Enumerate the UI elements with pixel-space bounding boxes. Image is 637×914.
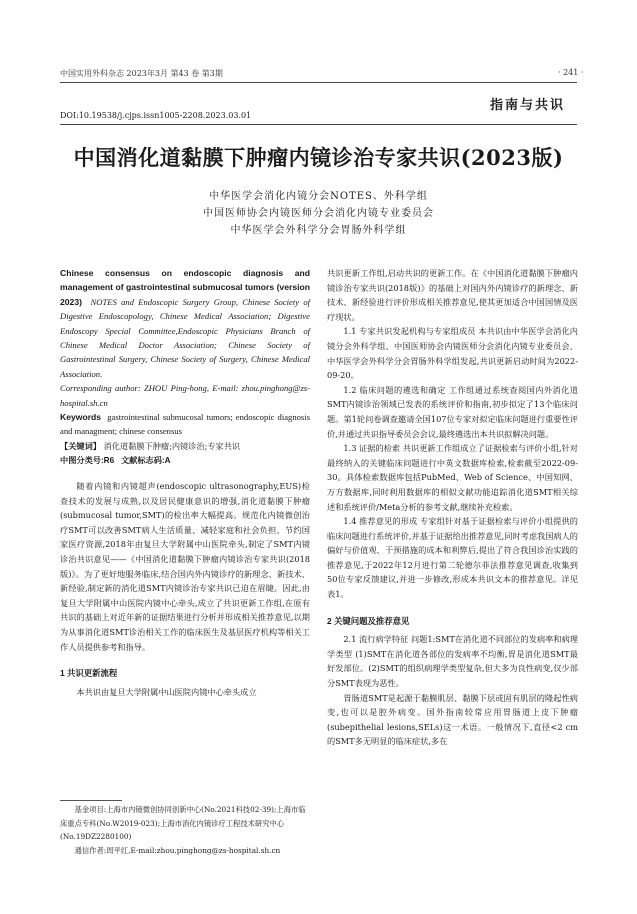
footnotes — [60, 803, 310, 857]
paragraph-2-1: 2.1 流行病学特征 问题1:SMT在消化道不同部位的发病率和病理学类型 (1)SMT在消化道各部位的发病率不均衡,胃是消化道SMT最好发部位。(2)SMT的组织病理学类型复杂,但大多为良性病变,仅少部分SMT表现为恶性。 — [327, 634, 578, 689]
right-column — [327, 266, 578, 749]
doi-rule — [60, 124, 577, 125]
paragraph-1-1: 1.1 专家共识发起机构与专家组成员 本共识由中华医学会消化内镜分会外科学组、中国医师协会内镜医师分会消化内镜专业委员会、中华医学会外科学分会胃肠外科学组发起,共识更新启动时间为2022-09-20。 — [327, 326, 578, 381]
corresponding-author: Corresponding author: ZHOU Ping-hong, E-mail: zhou.pinghong@zs-hospital.sh.cn — [60, 383, 310, 408]
paragraph-2-2: 胃肠道SMT是起源于黏膜肌层、黏膜下层或固有肌层的隆起性病变,也可以是腔外病变。国外指南较常应用胃肠道上皮下肿瘤(subepithelial lesions,SELs)这一术语。一般情况下,直径<2 cm的SMT多无明显的临床症状,多在 — [327, 692, 578, 747]
author-line: 中国医师协会内镜医师分会消化内镜专业委员会 — [203, 208, 434, 219]
paragraph-1-2: 1.2 临床问题的遴选和确定 工作组通过系统查阅国内外消化道SMT内镜诊治领域已发表的系统评价和指南,初步拟定了13个临床问题。第1轮问卷调查邀请全国107位专家对拟定临床问题进行重要性评价,并通过共识指导委员会会议,最终遴选出本共识拟解决问题。 — [327, 384, 578, 439]
doc-code-label: 文献标志码: — [120, 456, 165, 466]
english-title: Chinese consensus on endoscopic diagnosis and management of gastrointestinal submucosal tumors (version 2023) — [60, 268, 310, 307]
section-1-heading: 1 共识更新流程 — [60, 668, 118, 679]
doc-code-value: A — [164, 456, 171, 466]
section-2-heading: 2 关键问题及推荐意见 — [327, 615, 410, 626]
keywords-label: Keywords — [60, 412, 102, 423]
english-affiliations: NOTES and Endoscopic Surgery Group, Chinese Society of Digestive Endoscopology, Chinese Medical Association; Digestive Endoscopy Special Committee,Endoscopic Physicians Branch of Chinese Medical Doctor Association; Chinese Society of Gastrointestinal Surgery, Chinese Society of Surgery, Chinese Medical Association. — [60, 296, 310, 379]
classification — [60, 454, 310, 469]
page-number: · 241 · — [558, 68, 584, 77]
author-line: 中华医学会外科学分会胃肠外科学组 — [230, 225, 407, 236]
keywords-text: gastrointestinal submucosal tumors; endoscopic diagnosis and managment; chinese consensus — [60, 412, 311, 437]
english-abstract — [60, 266, 310, 439]
journal-info: 中国实用外科杂志 2023年3月 第43 卷 第3期 — [60, 69, 223, 78]
section-1-text: 本共识由复旦大学附属中山医院内镜中心牵头成立 — [76, 686, 257, 697]
paragraph-1-4: 1.4 推荐意见的形成 专家组针对基于证据检索与评价小组提供的临床问题进行系统评价,并基于证据给出推荐意见,同时考虑我国病人的偏好与价值观、干预措施的成本和利弊后,提出了符合我国诊治实践的推荐意见,于2022年12月进行第二轮德尔菲法推荐意见调查,收集到50位专家反馈建议,并进一步修改,形成本共识文本的推荐意见。详见表1。 — [327, 516, 578, 600]
section-tag: 指南与共识 — [490, 98, 566, 113]
left-column — [60, 266, 310, 699]
funding-note: 基金项目:上海市内镜微创协同创新中心(No.2021科技02-39);上海市临床重点专科(No.W2019-023);上海市消化内镜诊疗工程技术研究中心(No.19DZ2280100) — [60, 805, 306, 842]
clc-value: R6 — [103, 456, 115, 466]
footnote-rule — [60, 800, 122, 801]
author-list — [0, 188, 637, 239]
paragraph-1-3: 1.3 证据的检索 共识更新工作组成立了证据检索与评价小组,针对最终纳入的关键临床问题进行中英文数据库检索,检索截至2022-09-30。具体检索数据库包括PubMed、Web of Science、中国知网、万方数据库,同时利用数据库的相似文献功能追踪消化道SMT相关综述和系统评价/Meta分析的参考文献,继续补充检索。 — [327, 443, 578, 512]
paragraph: 共识更新工作组,启动共识的更新工作。在《中国消化道黏膜下肿瘤内镜诊治专家共识(2018版)》的基础上对国内外内镜诊疗的新理念、新技术、新经验进行评价形成相关推荐意见,使其更加适合中国国情及医疗现状。 — [327, 268, 578, 322]
intro-paragraph: 随着内镜和内镜超声(endoscopic ultrasonography,EUS)检查技术的发展与成熟,以及居民健康意识的增强,消化道黏膜下肿瘤(submucosal tumor,SMT)的检出率大幅提高。规范化内镜微创治疗SMT可以改善SMT病人生活质量、减轻家庭和社会负担、节约国家医疗资源,2018年由复旦大学附属中山医院牵头,制定了SMT内镜诊治共识意见——《中国消化道黏膜下肿瘤内镜诊治专家共识(2018版)》。为了更好地服务临床,结合国内外内镜诊疗的新理念、新技术、新经验,制定新的消化道SMT内镜诊治专家共识已迫在眉睫。因此,由复旦大学附属中山医院内镜中心牵头,成立了共识更新工作组,在原有共识的基础上对近年新的证据结果进行分析并形成相关推荐意见,以期为从事消化道SMT诊治相关工作的临床医生及基层医疗机构等相关工作人员提供参考和指导。 — [60, 481, 310, 652]
keywords-cn-text: 消化道黏膜下肿瘤;内镜诊治;专家共识 — [103, 440, 241, 451]
keywords-cn-label: 【关键词】 — [60, 441, 101, 451]
author-line: 中华医学会消化内镜分会NOTES、外科学组 — [209, 191, 428, 202]
clc-label: 中图分类号: — [60, 456, 104, 466]
header-rule — [60, 82, 577, 83]
corresponding-note: 通信作者:周平红,E-mail:zhou.pinghong@zs-hospital.sh.cn — [74, 845, 281, 855]
page-title: 中国消化道黏膜下肿瘤内镜诊治专家共识(2023版) — [73, 145, 564, 170]
doi: DOI:10.19538/j.cjps.issn1005-2208.2023.03.01 — [60, 111, 252, 120]
chinese-keywords — [60, 439, 310, 455]
